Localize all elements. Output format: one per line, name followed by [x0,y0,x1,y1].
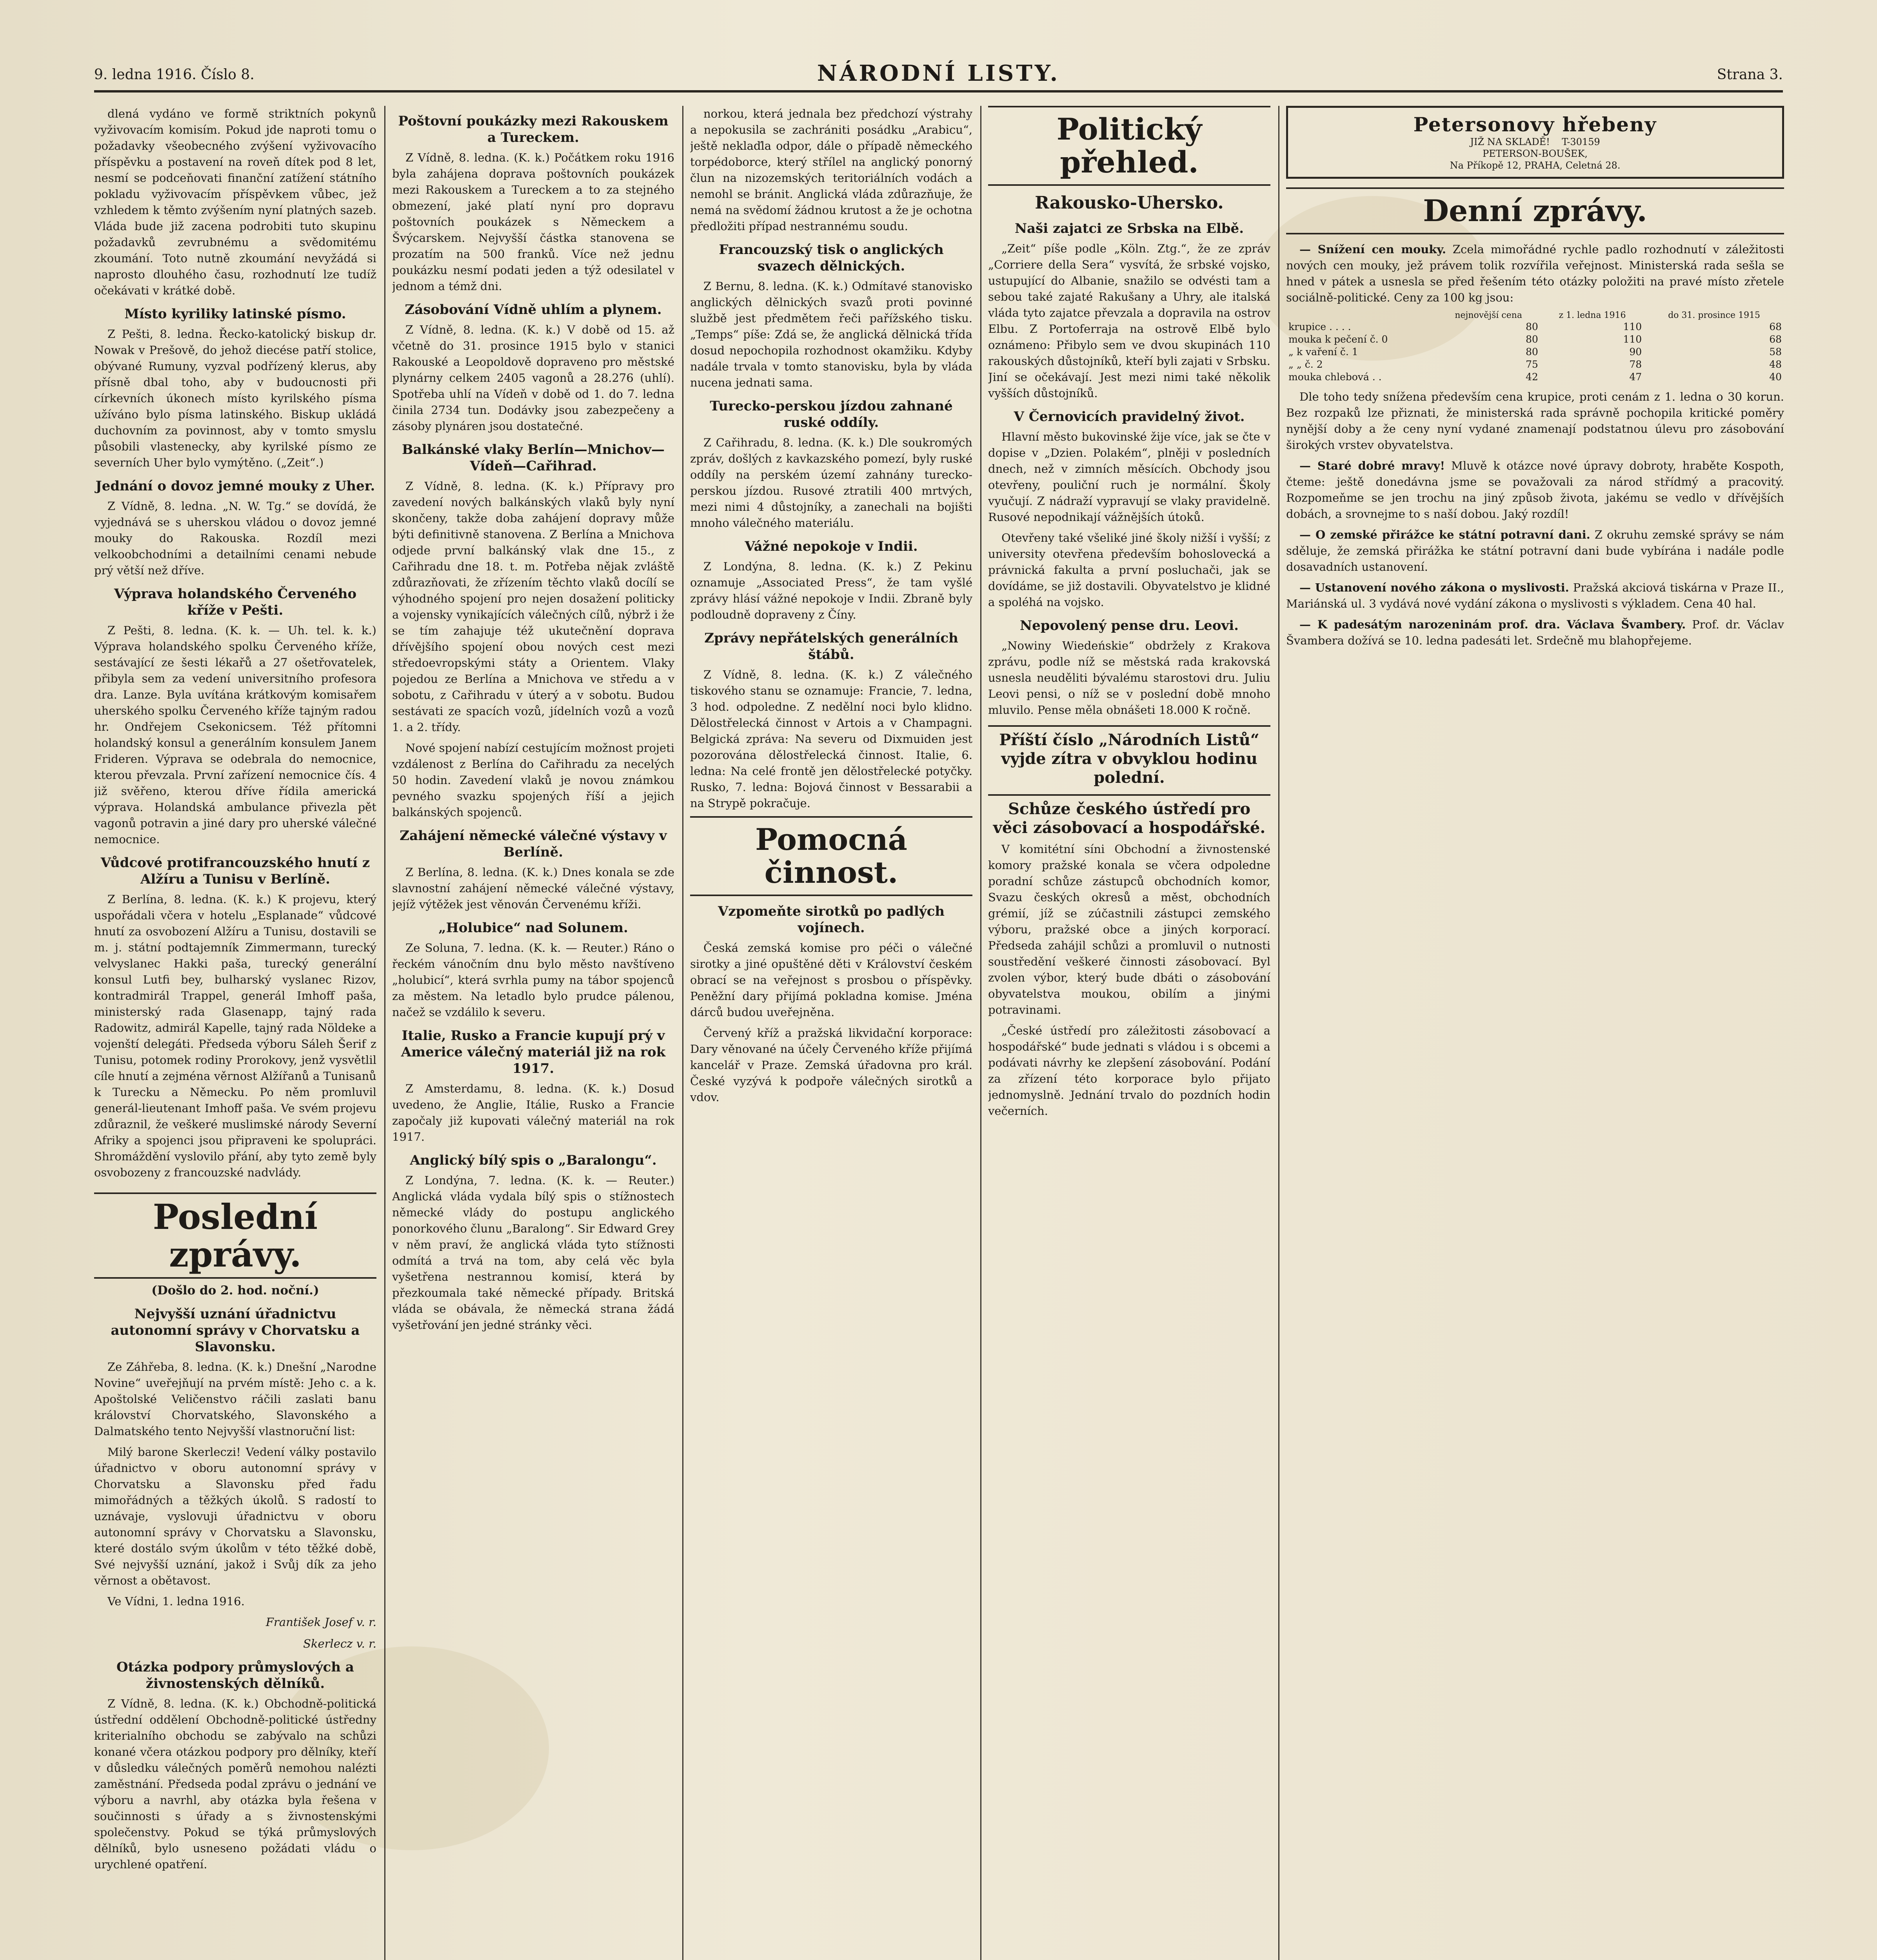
section-relief-activity: Pomocná činnost. [690,816,972,896]
newspaper-title: NÁRODNÍ LISTY. [817,60,1060,86]
column-1 [94,106,376,1960]
article-body: V komitétní síni Obchodní a živnostenské komory pražské konala se včera odpoledne poradní schůze zástupců obchodních komor, Svazu českých okresů a měst, obchodních grémií, jíž se zúčastnili zástupci zemského výboru, pražské obce a jiných korporací. Předseda zahájil schůzi a promluvil o nutnosti soustředění veškeré činnosti zásobovací. Byl zvolen výbor, který bude dbáti o zásobování obyvatelstva moukou, obilím a jinými potravinami. [988,842,1270,1016]
headline-czech-supply-center: Schůze českého ústředí pro věci zásobovací a hospodářské. [988,794,1270,837]
headline-french-press: Francouzský tisk o anglických svazech dělnických. [719,242,944,274]
article-body: Z Vídně, 8. ledna. „N. W. Tg.“ se dovídá, že vyjednává se s uherskou vládou o dovoz jemné mouky do Rakouska. Rozdíl mezi velkoobchodními a detailními cenami nebude prý větší než dříve. [94,499,376,577]
column-4 [988,106,1270,1960]
headline-war-orphans: Vzpomeňte sirotků po padlých vojínech. [718,904,945,936]
headline-war-material: Italie, Rusko a Francie kupují prý v Americe válečný materiál již na rok 1917. [401,1028,666,1076]
price-table-row [1286,346,1784,358]
price-table-cell: 48 [1769,359,1782,370]
column-3 [690,106,972,1960]
price-table-header [1286,310,1784,321]
article-body: Z Vídně, 8. ledna. (K. k.) Z válečného tiskového stanu se oznamuje: Francie, 7. ledna, 3 hod. odpoledne. Z nedělní noci bylo klidno. Dělostřelecká činnost v Artois a v Champagni. Belgická zpráva: Na severu od Dixmuiden jest pozorována dělostřelecká činnost. Italie, 6. ledna: Na celé frontě jen dělostřelecké potyčky. Rusko, 7. ledna: Bojová činnost v Bessarabii a na Strypě pokračuje. [690,668,972,810]
price-table-cell: mouka k pečení č. 0 [1288,334,1388,345]
headline-czernowitz: V Černovicích pravidelný život. [1014,409,1245,425]
price-table-cell: 110 [1623,321,1642,332]
article-text: Mluvě k otázce nové úpravy dobroty, hraběte Kospoth, čteme: ještě donedávna jsme se považovali za národ střídmý a pracovitý. Rozpomeňme se jen trochu na jiný způsob života, jakému se vedlo v dřívějších dobách, a srovnejme to s naší dobou. Jaký rozdíl! [1286,459,1784,521]
price-table-row [1286,321,1784,333]
column-rule [980,106,981,1960]
article-text: Pražská akciová tiskárna v Praze II., Mariánská ul. 3 vydává nové vydání zákona o myslivosti s výkladem. Cena 40 hal. [1286,581,1784,610]
price-table-row [1286,333,1784,346]
article-body: Nové spojení nabízí cestujícím možnost projeti vzdálenost z Berlína do Cařihradu za necelých 50 hodin. Zavedení vlaků je novou známkou pevného svazku spojených říší a jejich balkánských spojenců. [392,741,674,819]
ad-address: Na Příkopě 12, PRAHA, Celetná 28. [1450,160,1621,171]
headline-dutch-red-cross: Výprava holandského Červeného kříže v Pešti. [114,586,357,618]
article-body: Z Pešti, 8. ledna. Řecko-katolický biskup dr. Nowak v Prešově, do jehož diecése patří stolice, obývané Rumuny, vyzval podřízený klerus, aby přísně dbal toho, aby v budoucnosti při církevních úkonech místo kyrilského písma užíváno bylo písma latinského. Biskup ukládá duchovním za povinnost, aby v tomto smyslu působili vlastenecky, aby kyrilské písmo ze severních Uher bylo vymýtěno. („Zeit“.) [94,327,376,469]
price-table-cell: 110 [1623,334,1642,345]
price-table-heading [1286,310,1436,321]
article-body: Z Berlína, 8. ledna. (K. k.) Dnes konala se zde slavnostní zahájení německé válečné výstavy, jejíž výtěžek jest věnován Červenému kříži. [392,866,674,911]
headline-latin-script: Místo kyriliky latinské písmo. [124,306,346,322]
article-continuation: norkou, která jednala bez předchozí výstrahy a nepokusila se zachrániti posádku „Arabicu“, ještě neklaďla odpor, dále o případě německého torpédoborce, který střílel na anglický ponorný člun na nizozemských teritoriálních vodách a nemohl se bránit. Anglická vláda zdůrazňuje, že nemá na svědomí žádnou krutost a že je ochotna předložiti případ nestrannému soudu. [690,107,972,233]
article-body: Z Amsterdamu, 8. ledna. (K. k.) Dosud uvedeno, že Anglie, Itálie, Rusko a Francie započaly již kupovati válečný materiál na rok 1917. [392,1082,674,1143]
ad-company: PETERSON-BOUŠEK, [1483,148,1588,159]
article-body: Z Vídně, 8. ledna. (K. k.) V době od 15. až včetně do 31. prosince 1915 bylo v stanici Rakouské a Leopoldově dopraveno pro městské plynárny celkem 2405 vagonů a 28.276 (uhlí). Spotřeba uhlí na Vídeň v době od 1. do 7. ledna činila 2734 tun. Dodávky jsou zabezpečeny a zásoby plynáren jsou dostatečné. [392,323,674,433]
headline-prisoners-elba: Naši zajatci ze Srbska na Elbě. [1014,221,1244,236]
price-table-cell: 68 [1769,321,1782,332]
column-2 [392,106,674,1960]
price-table-cell: krupice . . . . [1288,321,1351,332]
article-body [1286,241,1784,306]
ad-brand: Petersonovy hřebeny [1413,113,1657,136]
price-table-cell: 40 [1769,371,1782,383]
article-body: Z Vídně, 8. ledna. (K. k.) Počátkem roku 1916 byla zahájena doprava poštovních poukázek mezi Rakouskem a Tureckem a to za stejného obmezení, jaké platí nyní pro dopravu poštovních poukázek s Německem a Švýcarskem. Nejvyšší částka stanovena se prozatím na 500 franků. Více než jednu poukázku nesmí podati jeden a týž odesilatel v jednom a témž dni. [392,151,674,293]
article-body: Z Vídně, 8. ledna. (K. k.) Obchodně-politická ústřední oddělení Obchodně-politické ústředny kriterialního obchodu se zabývalo na schůzi konané včera otázkou podpory pro dělníky, kteří v důsledku válečných poměrů nemohou nalézti zaměstnání. Předseda podal zprávu o jednání ve výboru a navrhl, aby otázka byla řešena v součinnosti s úřady a s živnostenskými společenstvy. Pokud se týká průmyslových dělníků, bylo usneseno požádati vládu o urychlené opatření. [94,1697,376,1871]
signature: František Josef v. r. [265,1615,376,1629]
article-body [1286,617,1784,649]
price-table-cell: 68 [1769,334,1782,345]
article-body: Ze Soluna, 7. ledna. (K. k. — Reuter.) Ráno o řeckém vánočním dnu bylo město navštíveno „holubicí“, která svrhla pumy na tábor spojenců za městem. Na letadlo bylo prudce pálenou, načež se vzdálilo k severu. [392,941,674,1019]
article-body: Z Londýna, 8. ledna. (K. k.) Z Pekinu oznamuje „Associated Press“, že tam vyšlé zprávy hlásí vážné nepokoje v Indii. Zbraně byly podloudně dopraveny z Číny. [690,560,972,621]
price-table-row [1286,371,1784,383]
notice-next-issue: Příští číslo „Národních Listů“ vyjde zítra v obvyklou hodinu polední. [988,725,1270,787]
section-political-overview: Politický přehled. [988,106,1270,186]
column-rule [1278,106,1279,1960]
article-body: „Nowiny Wiedeńskie“ obdržely z Krakova zprávu, podle níž se městská rada krakovská usnesla neuděliti bývalému starostovi dru. Juliu Leovi pensi, o níž se v poslední době mnoho mluvilo. Pense měla obnášeti 18.000 K ročně. [988,639,1270,717]
article-body: Z Vídně, 8. ledna. (K. k.) Přípravy pro zavedení nových balkánských vlaků byly nyní skončeny, takže doba zahájení dopravy může býti definitivně stanovena. Z Berlína a Mnichova odjede první balkánský vlak dne 15., z Cařihradu dne 18. t. m. Potřeba nějak zvláště zdůrazňovati, že zřízením těchto vlaků docílí se výhodného spojení pro nejen dosažení politicky a vojensky vynikajících válečných cílů, nýbrž i že se tím zahajuje též ukutečnění doprava dřívějšího spojení obou nových cest mezi středoevropskými státy a Orientem. Vlaky pojedou ze Berlína a Mnichova ve středu a v sobotu, z Cařihradu v úterý a v sobotu. Budou sestávati ze spacích vozů, jídelních vozů a vozů 1. a 2. třídy. [392,479,674,734]
price-table-cell: 80 [1525,346,1538,358]
ad-phone: T-30159 [1562,136,1600,147]
price-table-cell: mouka chlebová . . [1288,371,1382,383]
ad-stock-notice: JIŽ NA SKLADĚ! [1470,136,1550,147]
price-table-cell: 80 [1525,321,1538,332]
headline-croatia-recognition: Nejvyšší uznání úřadnictvu autonomní správy v Chorvatsku a Slavonsku. [111,1306,360,1355]
article-body [1286,458,1784,522]
issue-date: 9. ledna 1916. Číslo 8. [94,67,254,83]
article-body: Ze Záhřeba, 8. ledna. (K. k.) Dnešní „Narodne Novine“ uveřejňují na prvém místě: Jeho c. a k. Apoštolské Veličenstvo ráčili zaslati banu království Chorvatského, Slavonského a Dalmatského tento Nejvyšší vlastnoruční list: [94,1360,376,1438]
headline-vienna-coal-gas: Zásobování Vídně uhlím a plynem. [405,302,662,318]
price-table-cell: 58 [1769,346,1782,358]
headline-balkan-trains: Balkánské vlaky Berlín—Mnichov—Vídeň—Cařihrad. [402,442,665,474]
section-subtitle: (Došlo do 2. hod. noční.) [151,1283,319,1298]
article-body: „České ústředí pro záležitosti zásobovací a hospodářské“ bude jednati s vládou i s obcemi a podávati návrhy ke zlepšení zásobování. Podání za zřízení této korporace bylo přijato jednomyslně. Jednání trvalo do pozdních hodin večerních. [988,1024,1270,1118]
price-table-heading: nejnovější cena [1455,310,1522,320]
price-table-cell: „ „ č. 2 [1288,359,1323,370]
headline-good-old-manners: — Staré dobré mravy! [1299,459,1445,472]
subsection-austria-hungary: Rakousko-Uhersko. [1035,193,1224,213]
headline-svambera-birthday: — K padesátým narozeninám prof. dra. Václava Švambery. [1299,618,1686,631]
headline-flour-import: Jednání o dovoz jemné mouky z Uher. [95,478,375,494]
price-table-row [1286,358,1784,371]
headline-postal-orders: Poštovní poukázky mezi Rakouskem a Tureckem. [398,113,669,145]
folio-header [94,59,1783,93]
price-table-cell: 75 [1525,359,1538,370]
article-continuation: dlená vydáno ve formě striktních pokynů vyživovacím komisím. Pokud jde naproti tomu o požadavky všeobecného zvýšení vyživovacího příspěvku a postavení na roveň dítek pod 8 let, nesmí se podceňovati finanční zatížení státního pokladu vyživovacím příspěvkem vůbec, jež vzhledem k těmto zvýšením nyní platných sazeb. Vláda bude již zacena podrobiti tuto skupinu požadavků zevrubnému a svědomitému zkoumání. Toto nutně zkoumání nevyžádá si naprosto dlouhého času, rozhodnutí lze tudíž očekávati v krátké době. [94,107,376,297]
price-table-heading: z 1. ledna 1916 [1559,310,1626,320]
article-body: Hlavní město bukovinské žije více, jak se čte v dopise v „Dzien. Polakém“, plněji v posledních dnech, než v zimních měsících. Obchody jsou otevřeny, pouliční ruch je normální. Školy vyučují. Z nádraží vypravují se vlaky pravidelně. Rusové nepodnikají vážnějších útoků. [988,430,1270,524]
advertisement-combs [1286,106,1784,179]
headline-salonica: „Holubice“ nad Solunem. [438,920,628,936]
article-body: Česká zemská komise pro péči o válečné sirotky a jiné opuštěné děti v Království českém obrací se na veřejnost s prosbou o příspěvky. Peněžní dary přijímá pokladna komise. Jména dárců budou uveřejněna. [690,941,972,1019]
section-latest-news: Poslední zprávy. [94,1192,376,1279]
headline-baralong: Anglický bílý spis o „Baralongu“. [410,1152,657,1168]
article-text: Z okruhu zemské správy se nám sděluje, že zemská přirážka ke státní potravní dani bude vybírána i nadále podle dosavadních ustanovení. [1286,528,1784,573]
article-body: „Zeit“ píše podle „Köln. Ztg.“, že ze zpráv „Corriere della Sera“ vysvítá, že srbské vojsko, ustupující do Albanie, snažilo se odvésti tam a sebou také zajaté Rakušany a Uhry, ale italská vláda tyto zajatce převzala a dopravila na ostrov Elbu. Z Portoferraja na ostrově Elbě bylo oznámeno: Přibylo sem ve dvou skupinách 110 rakouských důstojníků, kteří byli zajati v Srbsku. Jiní se očekávají. Jest mezi nimi také několik vyšších důstojníků. [988,242,1270,400]
headline-land-surcharge: — O zemské přirážce ke státní potravní dani. [1299,528,1590,541]
headline-india-unrest: Vážné nepokoje v Indii. [745,539,918,554]
article-body: Dle toho tedy snížena především cena krupice, proti cenám z 1. ledna o 30 korun. Bez rozpaků lze přiznati, že ministerská rada správně pochopila kritické poměry nynější doby a že ceny nyní vydané znamenají podstatnou úlevu pro zásobování širokých vrstev obyvatelstva. [1286,390,1784,452]
column-rule [682,106,683,1960]
headline-leo-pension: Nepovolený pense dru. Leovi. [1020,618,1239,633]
headline-turkish-persian: Turecko-perskou jízdou zahnané ruské oddíly. [710,398,953,430]
section-daily-news: Denní zprávy. [1286,187,1784,234]
price-table-cell: 42 [1525,371,1538,383]
dateline: Ve Vídni, 1. ledna 1916. [107,1595,245,1608]
page-number: Strana 3. [1717,67,1783,83]
headline-worker-support: Otázka podpory průmyslových a živnostenských dělníků. [116,1659,354,1691]
headline-war-exhibition: Zahájení německé válečné výstavy v Berlíně. [400,828,667,860]
price-table-cell: 78 [1629,359,1642,370]
headline-hunting-law: — Ustanovení nového zákona o myslivosti. [1299,581,1569,594]
article-body [1286,580,1784,612]
headline-enemy-staff-reports: Zprávy nepřátelských generálních štábů. [704,630,958,662]
price-table-cell: 80 [1525,334,1538,345]
flour-price-table [1286,310,1784,383]
article-body: Červený kříž a pražská likvidační korporace: Dary věnované na účely Červeného kříže přijímá kancelář v Praze. Zemská úřadovna pro král. České vyzývá k podpoře válečných sirotků a vdov. [690,1026,972,1104]
article-text: Zcela mimořádné rychle padlo rozhodnutí v záležitosti nových cen mouky, jež právem tolik rozvířila veřejnost. Ministerská rada sešla se hned v pátek a usnesla se před řešením této otázky položiti na pravé místo zřetele sociálně-politické. Ceny za 100 kg jsou: [1286,243,1784,304]
article-body: Milý barone Skerleczi! Vedení války postavilo úřadnictvo v oboru autonomní správy v Chorvatsku a Slavonsku před řadu mimořádných a těžkých úkolů. S radostí to uznávaje, vyslovuji úřadnictvu v oboru autonomní správy v Chorvatsku a Slavonsku, které dostálo svým úkolům v této těžké době, Své nejvyšší uznání, jakož i Svůj dík za jeho věrnost a obětavost. [94,1445,376,1587]
price-table-heading: do 31. prosince 1915 [1668,310,1761,320]
article-body: Z Pešti, 8. ledna. (K. k. — Uh. tel. k. k.) Výprava holandského spolku Červeného kříže, sestávající ze šesti lékařů a 27 ošetřovatelek, přibyla sem za vedení universitního profesora dra. Lanze. Byla uvítána krátkovým komisařem uherského spolku Červeného kříže tajným radou hr. Ondřejem Csekonicsem. Též přítomni holandský konsul a generálním konsulem Janem Frideren. Výprava se odebrala do nemocnice, kterou převzala. První zařízení nemocnice čís. 4 již svěřeno, kterou dříve řídila americká výprava. Holandská ambulance přivezla pět vagonů potravin a jiné dary pro uherské válečné nemocnice. [94,624,376,846]
article-text: Prof. dr. Václav Švambera dožívá se 10. ledna padesáti let. Srdečně mu blahopřejeme. [1286,618,1784,647]
headline-algeria-tunis: Vůdcové protifrancouzského hnutí z Alžíru a Tunisu v Berlíně. [100,855,370,887]
headline-flour-prices: — Snížení cen mouky. [1299,243,1446,256]
article-body: Z Bernu, 8. ledna. (K. k.) Odmítavé stanovisko anglických dělnických svazů proti povinné službě jest předmětem řeči pařížského tisku. „Temps“ píše: Zdá se, že anglická dělnická třída dosud nepochopila rozhodnost okamžiku. Kdyby nadále trvala v tomto stanovisku, byla by vláda nucena jednati sama. [690,279,972,389]
price-table-cell: 47 [1629,371,1642,383]
price-table-cell: „ k vaření č. 1 [1288,346,1358,358]
article-body: Z Berlína, 8. ledna. (K. k.) K projevu, který uspořádali včera v hotelu „Esplanade“ vůdcové hnutí za osvobození Alžíru a Tunisu, dostavili se m. j. státní podtajemník Zimmermann, turecký velvyslanec Hakki paša, turecký generální konsul Lutfi bey, bulharský vyslanec Rizov, kontradmirál Trappel, generál Imhoff paša, ministerský rada Glasenapp, tajný rada Radowitz, admirál Kapelle, tajný rada Nöldeke a vojenští delegáti. Předseda výboru Sáleh Šerif z Tunisu, potomek rodiny Prorokovy, jenž vysvětlil cíle hnutí a zejména věrnost Alžířanů a Tunisanů k Turecku a Německu. Po něm promluvil generál-lieutenant Imhoff paša. Ve svém projevu zdůraznil, že veškeré muslimské národy Severní Afriky a spojenci jsou připraveni ke spolupráci. Shromáždění vyslovilo přání, aby tyto země byly osvobozeny z francouzské nadvlády. [94,893,376,1179]
article-body [1286,527,1784,575]
price-table-cell: 90 [1629,346,1642,358]
signature: Skerlecz v. r. [303,1637,376,1650]
article-body: Otevřeny také všeliké jiné školy nižší i vyšší; z university otevřena především bohoslovecká a právnická fakulta a první posluchači, jak se dovídáme, se již dostavili. Obyvatelstvo je klidné a spoléhá na vojsko. [988,531,1270,609]
column-5 [1286,106,1784,1960]
ad-line [1294,136,1776,148]
article-body: Z Londýna, 7. ledna. (K. k. — Reuter.) Anglická vláda vydala bílý spis o stížnostech německé vlády do postupu anglického ponorkového člunu „Baralong“. Sir Edward Grey v něm praví, že anglická vláda tyto stížnosti odmítá a trvá na tom, aby celá věc byla vyšetřena nestrannou komisí, která by přezkoumala také německé případy. Britská vláda se obávala, že německá strana žádá vyšetřování jen jedné stránky věci. [392,1174,674,1332]
article-body: Z Cařihradu, 8. ledna. (K. k.) Dle soukromých zpráv, došlých z kavkazského pomezí, byly ruské oddíly na perském území zahnány turecko-perskou jízdou. Rusové ztratili 400 mrtvých, mezi nimi 4 důstojníky, a zanechali na bojišti mnoho válečného materiálu. [690,436,972,530]
column-rule [384,106,385,1960]
